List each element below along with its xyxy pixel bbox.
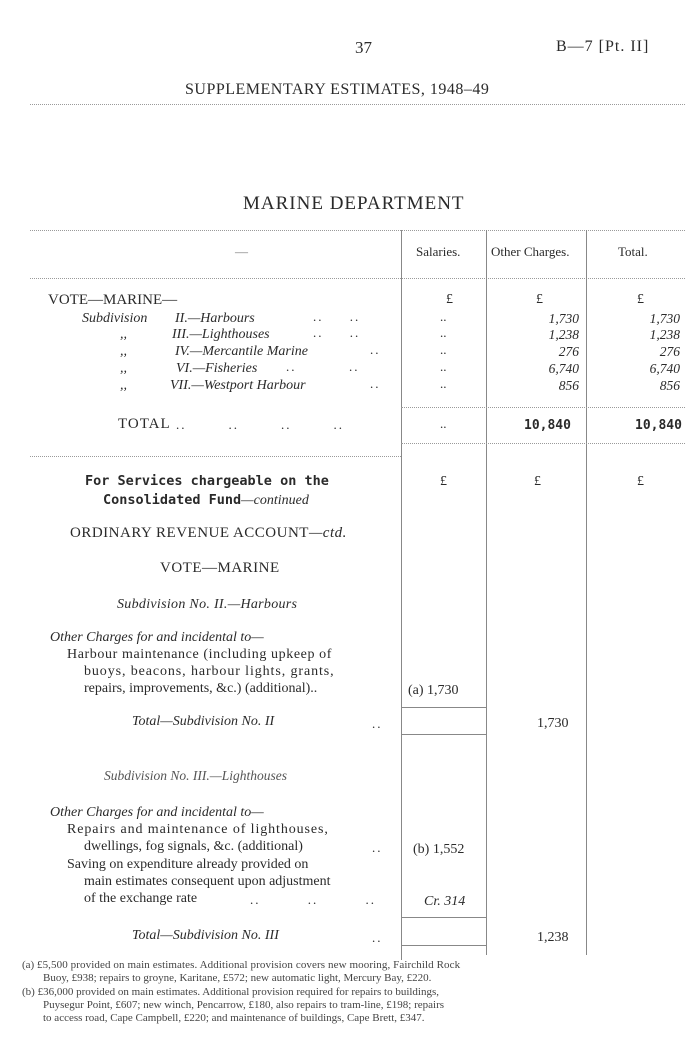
row-total: 276 <box>659 344 680 359</box>
vote-heading: VOTE—MARINE <box>160 560 280 576</box>
currency-total: £ <box>637 292 644 307</box>
col-header-other-charges: Other Charges. <box>491 244 570 259</box>
leader-dots: .. .. .. <box>250 892 376 907</box>
header-divider <box>30 104 685 105</box>
footnote-line: Puysegur Point, £607; new winch, Pencarrow, £180, also repairs to tram-line, £198; repairs <box>43 999 445 1011</box>
subdivision-iii-total-amount: 1,238 <box>537 930 569 945</box>
row-prefix: ,, <box>120 327 127 342</box>
total-rule-bottom <box>401 443 685 444</box>
col-header-total: Total. <box>618 244 648 259</box>
row-salaries: .. <box>440 309 447 324</box>
footnote-line: £36,000 provided on main estimates. Additional provision required for repairs to buildings, <box>37 986 440 998</box>
account-main: ORDINARY REVENUE ACCOUNT <box>70 525 309 541</box>
subdivision-ii-item-line: Harbour maintenance (including upkeep of <box>67 647 333 662</box>
detail-currency-other: £ <box>534 474 541 489</box>
sub-iii-rule-bottom <box>401 945 486 946</box>
total-rule-top <box>401 407 685 408</box>
row-other: 1,730 <box>548 311 579 326</box>
detail-currency-total: £ <box>637 474 644 489</box>
col-header-salaries: Salaries. <box>416 244 461 259</box>
summary-total-total: 10,840 <box>635 418 682 433</box>
row-total: 1,238 <box>649 327 680 342</box>
footnote-mark: (a) <box>22 959 35 971</box>
currency-other: £ <box>536 292 543 307</box>
leader-dots: .. <box>372 840 383 855</box>
subdivision-ii-item-line: repairs, improvements, &c.) (additional).. <box>84 681 318 696</box>
row-label: VI.—Fisheries <box>176 361 258 376</box>
summary-total-label: TOTAL <box>118 416 171 432</box>
sub-iii-rule-top <box>401 917 486 918</box>
row-salaries: .. <box>440 376 447 391</box>
leader-dots: .. <box>370 342 381 357</box>
footnote-a <box>22 959 690 985</box>
page-number: 37 <box>355 38 372 57</box>
row-total: 6,740 <box>649 361 680 376</box>
document-reference: B—7 [Pt. II] <box>556 38 650 55</box>
vote-label: VOTE—MARINE— <box>48 292 178 308</box>
col-header-blank: — <box>235 244 248 259</box>
subdivision-ii-total-label: Total—Subdivision No. II <box>132 714 275 729</box>
row-label: IV.—Mercantile Marine <box>175 344 308 359</box>
detail-heading-line1: For Services chargeable on the <box>85 473 329 489</box>
row-label: VII.—Westport Harbour <box>170 378 306 393</box>
leader-dots: .. <box>372 930 383 945</box>
row-prefix: Subdivision <box>82 311 148 326</box>
row-prefix: ,, <box>120 361 127 376</box>
subdivision-iii-title: Subdivision No. III.—Lighthouses <box>104 768 288 783</box>
row-other: 1,238 <box>548 327 579 342</box>
account-suffix: —ctd. <box>308 525 347 541</box>
section-divider <box>30 456 401 457</box>
leader-dots: .. .. <box>313 325 361 340</box>
sub-ii-rule-bottom <box>401 734 486 735</box>
subdivision-iii-total-label: Total—Subdivision No. III <box>132 928 279 943</box>
subdivision-iii-item1-amount: (b) 1,552 <box>413 842 465 857</box>
subdivision-iii-intro: Other Charges for and incidental to— <box>50 805 264 820</box>
subdivision-ii-item-amount: (a) 1,730 <box>408 683 459 698</box>
currency-salaries: £ <box>446 292 453 307</box>
continued-label: —continued <box>241 493 309 508</box>
footnote-line: Buoy, £938; repairs to groyne, Karitane, £572; new automatic light, Mercury Bay, £220. <box>43 972 432 984</box>
row-total: 1,730 <box>649 311 680 326</box>
subdivision-ii-total-amount: 1,730 <box>537 716 569 731</box>
page-title: SUPPLEMENTARY ESTIMATES, 1948–49 <box>185 81 490 98</box>
summary-total-other: 10,840 <box>524 418 571 433</box>
summary-total-salaries: .. <box>440 416 447 431</box>
subdivision-iii-item2-line: main estimates consequent upon adjustment <box>84 874 331 889</box>
col-divider-1 <box>401 230 402 960</box>
footnote-b <box>22 986 690 1025</box>
account-heading <box>70 525 347 542</box>
subdivision-ii-intro: Other Charges for and incidental to— <box>50 630 264 645</box>
row-other: 6,740 <box>548 361 579 376</box>
row-total: 856 <box>659 378 680 393</box>
sub-ii-rule-top <box>401 707 486 708</box>
detail-currency-salaries: £ <box>440 474 447 489</box>
subdivision-iii-item2-line: Saving on expenditure already provided on <box>67 857 309 872</box>
leader-dots: .. .. .. .. <box>176 417 344 432</box>
leader-dots: .. .. <box>286 359 360 374</box>
footnote-line: to access road, Cape Campbell, £220; and maintenance of buildings, Cape Brett, £347. <box>43 1012 425 1024</box>
row-label: II.—Harbours <box>175 311 255 326</box>
subdivision-iii-item1-line: dwellings, fog signals, &c. (additional) <box>84 839 303 854</box>
col-divider-3 <box>586 230 587 955</box>
leader-dots: .. <box>372 716 383 731</box>
row-other: 276 <box>558 344 579 359</box>
leader-dots: .. <box>370 376 381 391</box>
row-other: 856 <box>558 378 579 393</box>
row-prefix: ,, <box>120 378 127 393</box>
row-salaries: .. <box>440 325 447 340</box>
subdivision-iii-item1-line: Repairs and maintenance of lighthouses, <box>67 822 329 837</box>
row-salaries: .. <box>440 342 447 357</box>
col-divider-2 <box>486 230 487 955</box>
detail-heading-line2 <box>103 491 309 509</box>
subdivision-ii-title: Subdivision No. II.—Harbours <box>117 597 298 612</box>
consolidated-fund-label: Consolidated Fund <box>103 492 242 508</box>
row-label: III.—Lighthouses <box>172 327 270 342</box>
row-prefix: ,, <box>120 344 127 359</box>
department-title: MARINE DEPARTMENT <box>243 193 465 214</box>
subdivision-ii-item-line: buoys, beacons, harbour lights, grants, <box>84 664 335 679</box>
footnote-line: £5,500 provided on main estimates. Additional provision covers new mooring, Fairchild Rock <box>36 959 461 971</box>
subdivision-iii-item2-line: of the exchange rate <box>84 891 198 906</box>
leader-dots: .. .. <box>313 309 361 324</box>
row-salaries: .. <box>440 359 447 374</box>
subdivision-iii-item2-amount: Cr. 314 <box>424 894 466 909</box>
footnote-mark: (b) <box>22 986 35 998</box>
